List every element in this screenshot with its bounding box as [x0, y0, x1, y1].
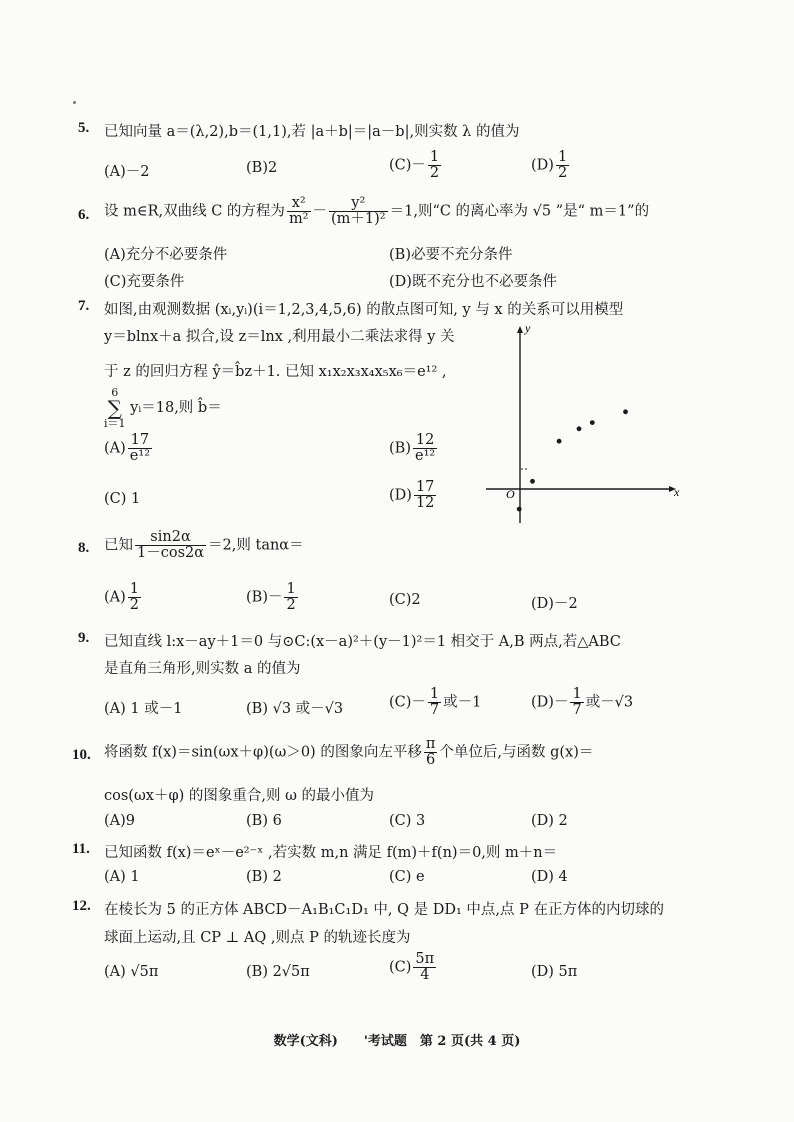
fraction	[284, 582, 297, 613]
question-stem-line: 如图,由观测数据 (xᵢ,yᵢ)(i＝1,2,3,4,5,6) 的散点图可知, y 与 x 的关系可以用模型	[104, 302, 624, 318]
numerator: 1	[572, 686, 582, 702]
fraction	[414, 480, 436, 511]
numerator: π	[425, 736, 436, 752]
option-b	[389, 433, 439, 464]
fraction	[413, 952, 436, 983]
question-number: 11.	[72, 841, 90, 857]
question-stem: 已知函数 f(x)＝eˣ－e²⁻ˣ ,若实数 m,n 满足 f(m)＋f(n)＝0,则 m＋n＝	[104, 845, 558, 861]
fraction	[413, 433, 437, 464]
option-b: (B) 6	[246, 813, 282, 829]
option-d: (D)既不充分也不必要条件	[389, 274, 557, 290]
question-number: 8.	[78, 540, 90, 556]
option-d: (D)－2	[531, 596, 578, 612]
stem-text: 已知	[104, 537, 133, 554]
option-b: (B)2	[246, 160, 278, 176]
denominator: 2	[286, 597, 296, 614]
question-stem-line: 在棱长为 5 的正方体 ABCD－A₁B₁C₁D₁ 中, Q 是 DD₁ 中点,点 P 在正方体的内切球的	[104, 902, 664, 918]
option-c: (C) 3	[389, 813, 426, 829]
stem-text: 个单位后,与函数 g(x)＝	[439, 744, 594, 761]
numerator: 17	[415, 479, 435, 495]
stem-text: yᵢ＝18,则 b̂＝	[130, 400, 222, 416]
option-text: 或－√3	[585, 694, 634, 711]
denominator: 2	[429, 165, 440, 182]
question-number: 12.	[72, 898, 91, 914]
option-b: (B)必要不充分条件	[389, 247, 513, 263]
denominator: 6	[425, 752, 436, 769]
option-label: (B)－	[246, 589, 283, 606]
option-a: (A)－2	[104, 164, 150, 180]
question-number: 7.	[78, 298, 90, 314]
question-stem	[104, 196, 649, 227]
numerator: 1	[557, 149, 568, 165]
stem-text: 设 m∈R,双曲线 C 的方程为	[104, 203, 285, 220]
denominator: 2	[557, 165, 568, 182]
operator: －	[312, 203, 327, 220]
numerator: y²	[329, 196, 388, 212]
option-c: (C)充要条件	[104, 274, 185, 290]
option-label: (D)－	[531, 694, 569, 711]
data-point	[623, 409, 628, 414]
scatter-chart	[478, 318, 688, 528]
option-d	[389, 480, 438, 511]
x-axis-label: x	[674, 485, 680, 499]
denominator: 2	[129, 597, 140, 614]
option-b	[246, 582, 300, 613]
option-a: (A) 1 或－1	[104, 701, 183, 717]
option-c: (C)2	[389, 592, 421, 608]
denominator: 7	[572, 702, 582, 719]
question-stem-line: 球面上运动,且 CP ⊥ AQ ,则点 P 的轨迹长度为	[104, 930, 411, 946]
data-point	[577, 426, 582, 431]
option-b: (B) 2√5π	[246, 964, 310, 980]
option-c	[389, 687, 481, 718]
option-label: (C)－	[389, 694, 426, 711]
numerator: 1	[129, 581, 140, 597]
option-d	[531, 150, 571, 181]
data-points	[517, 409, 628, 511]
option-c: (C) 1	[104, 491, 141, 507]
speck-mark	[73, 101, 76, 104]
question-stem-line: 于 z 的回归方程 ŷ＝b̂z＋1. 已知 x₁x₂x₃x₄x₅x₆＝e¹² ,	[104, 364, 447, 380]
question-stem: 已知向量 a＝(λ,2),b＝(1,1),若 |a＋b|＝|a－b|,则实数 λ 的值为	[104, 124, 520, 140]
question-stem	[104, 530, 304, 561]
fraction	[128, 433, 152, 464]
question-stem-line: cos(ωx＋φ) 的图象重合,则 ω 的最小值为	[104, 788, 375, 804]
option-label: (C)	[389, 959, 412, 976]
question-number: 9.	[78, 630, 90, 646]
numerator: 1	[429, 686, 440, 702]
question-stem-line: 已知直线 l:x－ay＋1＝0 与⊙C:(x－a)²＋(y－1)²＝1 相交于 A,B 两点,若△ABC	[104, 634, 621, 650]
page-footer: 数学(文科) '考试题 第 2 页(共 4 页)	[273, 1034, 521, 1049]
fraction	[128, 582, 141, 613]
y-axis-label: y	[525, 321, 531, 335]
stem-text: 将函数 f(x)＝sin(ωx＋φ)(ω＞0) 的图象向左平移	[104, 744, 422, 761]
denominator: e¹²	[129, 448, 151, 465]
stem-text: ＝2,则 tanα＝	[208, 537, 304, 554]
fraction	[556, 150, 569, 181]
option-label: (C)－	[389, 157, 426, 174]
option-b: (B) 2	[246, 869, 282, 885]
fraction	[428, 687, 441, 718]
fraction	[428, 150, 441, 181]
data-point	[557, 439, 562, 444]
numerator: 12	[413, 433, 437, 449]
sum-expression	[104, 387, 222, 429]
numerator: 17	[128, 433, 152, 449]
sum-symbol: ∑	[107, 396, 122, 420]
option-label: (B)	[389, 440, 411, 457]
origin-label: O	[506, 487, 515, 501]
sum-lower: i＝1	[104, 417, 126, 430]
summation	[104, 387, 126, 429]
data-point	[517, 507, 522, 512]
option-label: (D)	[531, 157, 554, 174]
option-a: (A) √5π	[104, 964, 159, 980]
option-label: (D)	[389, 487, 412, 504]
stem-text: ＝1,则“C 的离心率为 √5 ”是“ m＝1”的	[389, 203, 650, 220]
question-number: 5.	[78, 120, 90, 136]
option-d	[531, 687, 633, 718]
fraction	[570, 687, 583, 718]
option-label: (A)	[104, 589, 126, 606]
question-stem-line: y＝blnx＋a 拟合,设 z＝lnx ,利用最小二乘法求得 y 关	[104, 329, 455, 345]
numerator: x²	[287, 196, 311, 212]
option-a: (A) 1	[104, 869, 140, 885]
numerator: 5π	[415, 951, 435, 967]
denominator: e¹²	[414, 448, 436, 465]
option-c: (C) e	[389, 869, 425, 885]
fraction	[329, 196, 388, 227]
data-point	[590, 420, 595, 425]
denominator: (m＋1)²	[331, 211, 386, 228]
option-b: (B) √3 或－√3	[246, 701, 344, 717]
denominator: 7	[429, 702, 440, 719]
question-number: 6.	[78, 207, 90, 223]
fraction	[287, 196, 311, 227]
option-d: (D) 2	[531, 813, 568, 829]
denominator: m²	[288, 211, 309, 228]
numerator: 1	[429, 149, 440, 165]
question-number: 10.	[72, 747, 91, 763]
option-c	[389, 150, 443, 181]
option-a	[104, 433, 154, 464]
denominator: 1－cos2α	[137, 545, 205, 562]
option-a: (A)充分不必要条件	[104, 247, 228, 263]
question-stem-line: 是直角三角形,则实数 a 的值为	[104, 661, 301, 677]
fraction	[135, 530, 206, 561]
y-axis-arrow-icon	[517, 326, 523, 333]
option-label: (A)	[104, 440, 126, 457]
option-d: (D) 4	[531, 869, 568, 885]
numerator: sin2α	[135, 530, 206, 546]
option-c	[389, 952, 438, 983]
denominator: 4	[420, 967, 430, 984]
data-point	[530, 479, 535, 484]
question-stem-line	[104, 737, 593, 768]
option-a	[104, 582, 143, 613]
option-text: 或－1	[443, 694, 482, 711]
option-d: (D) 5π	[531, 964, 578, 980]
fraction	[424, 737, 438, 768]
sum-upper: 6	[111, 386, 119, 399]
option-a: (A)9	[104, 813, 136, 829]
numerator: 1	[286, 581, 296, 597]
denominator: 12	[415, 495, 435, 512]
